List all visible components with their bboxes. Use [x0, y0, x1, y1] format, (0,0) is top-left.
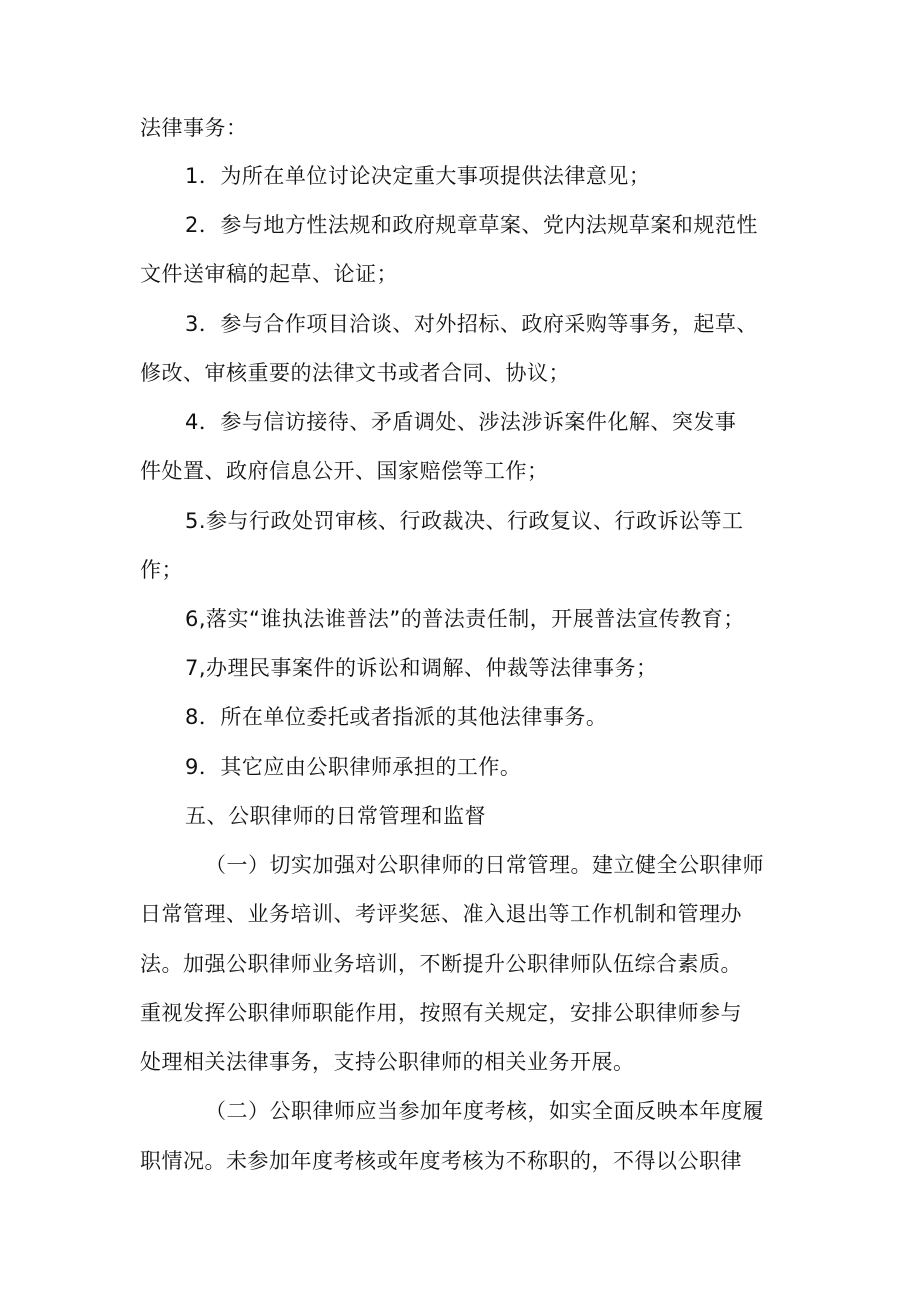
text-line: 文件送审稿的起草、论证；: [140, 262, 398, 286]
list-item-3: 3．参与合作项目洽谈、对外招标、政府采购等事务，起草、: [185, 312, 758, 336]
text-line: 法律事务：: [140, 116, 248, 140]
paragraph-1-line: （一）切实加强对公职律师的日常管理。建立健全公职律师: [205, 853, 764, 877]
paragraph-1-line: 法。加强公职律师业务培训，不断提升公职律师队伍综合素质。: [140, 952, 742, 976]
paragraph-1-line: 处理相关法律事务，支持公职律师的相关业务开展。: [140, 1050, 635, 1074]
list-item-5: 5.参与行政处罚审核、行政裁决、行政复议、行政诉讼等工: [185, 509, 744, 533]
paragraph-2-line: （二）公职律师应当参加年度考核，如实全面反映本年度履: [205, 1099, 764, 1123]
list-item-7: 7,办理民事案件的诉讼和调解、仲裁等法律事务；: [185, 656, 658, 680]
list-item-4: 4．参与信访接待、矛盾调处、涉法涉诉案件化解、突发事: [185, 410, 737, 434]
list-item-8: 8．所在单位委托或者指派的其他法律事务。: [185, 705, 608, 729]
list-item-1: 1．为所在单位讨论决定重大事项提供法律意见；: [185, 164, 651, 188]
list-item-9: 9．其它应由公职律师承担的工作。: [185, 755, 522, 779]
text-line: 件处置、政府信息公开、国家赔偿等工作；: [140, 459, 549, 483]
list-item-6: 6,落实“谁执法谁普法”的普法责任制，开展普法宣传教育；: [185, 607, 745, 631]
text-line: 作；: [140, 558, 183, 582]
section-heading: 五、公职律师的日常管理和监督: [185, 804, 486, 828]
paragraph-1-line: 重视发挥公职律师职能作用，按照有关规定，安排公职律师参与: [140, 1001, 742, 1025]
paragraph-2-line: 职情况。未参加年度考核或年度考核为不称职的，不得以公职律: [140, 1149, 742, 1173]
text-line: 修改、审核重要的法律文书或者合同、协议；: [140, 361, 570, 385]
paragraph-1-line: 日常管理、业务培训、考评奖惩、准入退出等工作机制和管理办: [140, 902, 742, 926]
list-item-2: 2．参与地方性法规和政府规章草案、党内法规草案和规范性: [185, 213, 758, 237]
